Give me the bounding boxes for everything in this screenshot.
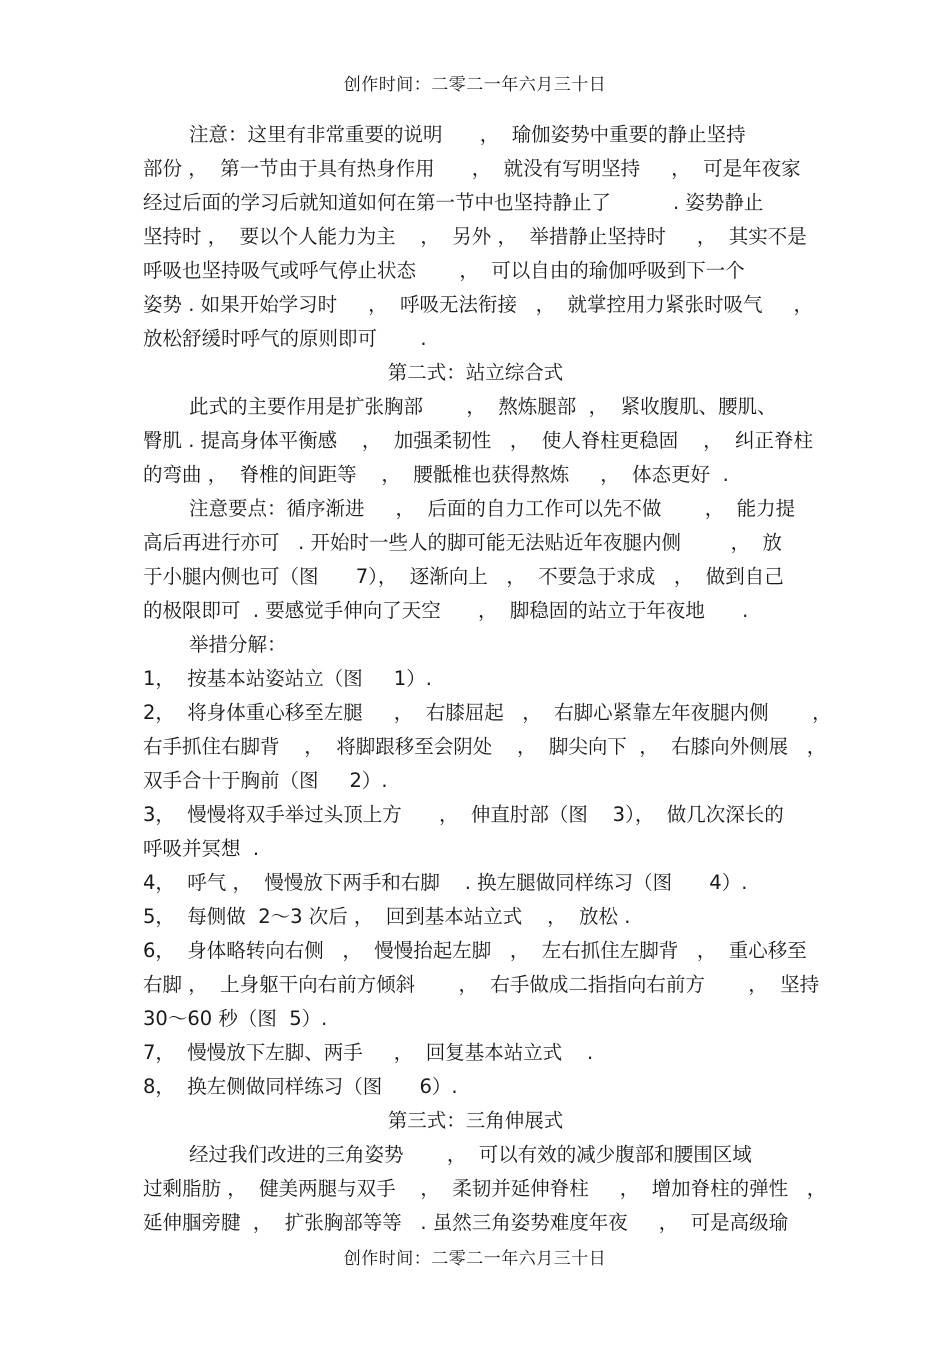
text-line: 30～60 秒（图 5）. bbox=[143, 1007, 328, 1030]
text-line: 的极限即可 . 要感觉手伸向了天空 ， 脚稳固的站立于年夜地 . bbox=[143, 599, 749, 622]
text-line: 过剩脂肪 ， 健美两腿与双手 ， 柔韧并延伸脊柱 ， 增加脊柱的弹性 ， bbox=[143, 1177, 827, 1200]
text-line: 延伸腘旁腱 ， 扩张胸部等等 . 虽然三角姿势难度年夜 ， 可是高级瑜 bbox=[143, 1211, 789, 1234]
text-line: 双手合十于胸前（图 2）. bbox=[143, 769, 388, 792]
text-line: 1， 按基本站姿站立（图 1）. bbox=[143, 667, 432, 690]
page-footer: 创作时间：二零二一年六月三十日 bbox=[343, 1249, 607, 1269]
text-line: 3， 慢慢将双手举过头顶上方 ， 伸直肘部（图 3）， 做几次深长的 bbox=[143, 803, 784, 826]
text-line: 此式的主要作用是扩张胸部 ， 熬炼腿部 ， 紧收腹肌、腰肌、 bbox=[189, 395, 777, 418]
page-header: 创作时间：二零二一年六月三十日 bbox=[343, 75, 607, 95]
text-line: 举措分解： bbox=[189, 633, 287, 656]
text-line: 7， 慢慢放下左脚、两手 ， 回复基本站立式 . bbox=[143, 1041, 594, 1064]
text-line: 放松舒缓时呼气的原则即可 . bbox=[143, 327, 427, 350]
text-line: 部份 ， 第一节由于具有热身作用 ， 就没有写明坚持 ， 可是年夜家 bbox=[143, 157, 801, 180]
text-line: 右脚 ， 上身躯干向右前方倾斜 ， 右手做成二指指向右前方 ， 坚持 bbox=[143, 973, 820, 996]
text-line: 5， 每侧做 2～3 次后 ， 回到基本站立式 ， 放松 . bbox=[143, 905, 631, 928]
text-line: 右手抓住右脚背 ， 将脚跟移至会阴处 ， 脚尖向下 ， 右膝向外侧展 ， bbox=[143, 735, 827, 758]
text-line: 经过我们改进的三角姿势 ， 可以有效的减少腹部和腰围区域 bbox=[189, 1143, 752, 1166]
text-line: 6， 身体略转向右侧 ， 慢慢抬起左脚 ， 左右抓住左脚背 ， 重心移至 bbox=[143, 939, 807, 962]
text-line: 呼吸也坚持吸气或呼气停止状态 ， 可以自由的瑜伽呼吸到下一个 bbox=[143, 259, 745, 282]
document-body bbox=[143, 118, 832, 1240]
text-line: 姿势 . 如果开始学习时 ， 呼吸无法衔接 ， 就掌控用力紧张时吸气 ， bbox=[143, 293, 813, 316]
text-line: 经过后面的学习后就知道如何在第一节中也坚持静止了 . 姿势静止 bbox=[143, 191, 764, 214]
text-line: 4， 呼气 ， 慢慢放下两手和右脚 . 换左腿做同样练习（图 4）. bbox=[143, 871, 748, 894]
text-line: 高后再进行亦可 . 开始时一些人的脚可能无法贴近年夜腿内侧 ， 放 bbox=[143, 531, 782, 554]
text-line: 坚持时 ， 要以个人能力为主 ， 另外 ， 举措静止坚持时 ， 其实不是 bbox=[143, 225, 807, 248]
text-line: 于小腿内侧也可（图 7）， 逐渐向上 ， 不要急于求成 ， 做到自己 bbox=[143, 565, 784, 588]
text-line: 注意要点：循序渐进 ， 后面的自力工作可以先不做 ， 能力提 bbox=[189, 497, 796, 520]
text-line: 2， 将身体重心移至左腿 ， 右膝屈起 ， 右脚心紧靠左年夜腿内侧 ， bbox=[143, 701, 832, 724]
section-heading: 第三式：三角伸展式 bbox=[387, 1109, 564, 1132]
text-line: 的弯曲 ， 脊椎的间距等 ， 腰骶椎也获得熬炼 ， 体态更好 . bbox=[143, 463, 729, 486]
text-line: 注意：这里有非常重要的说明 ， 瑜伽姿势中重要的静止坚持 bbox=[189, 123, 746, 146]
text-line: 臀肌 . 提高身体平衡感 ， 加强柔韧性 ， 使人脊柱更稳固 ， 纠正脊柱 bbox=[143, 429, 813, 452]
text-line: 呼吸并冥想 . bbox=[143, 837, 260, 860]
section-heading: 第二式：站立综合式 bbox=[387, 361, 564, 384]
text-line: 8， 换左侧做同样练习（图 6）. bbox=[143, 1075, 458, 1098]
